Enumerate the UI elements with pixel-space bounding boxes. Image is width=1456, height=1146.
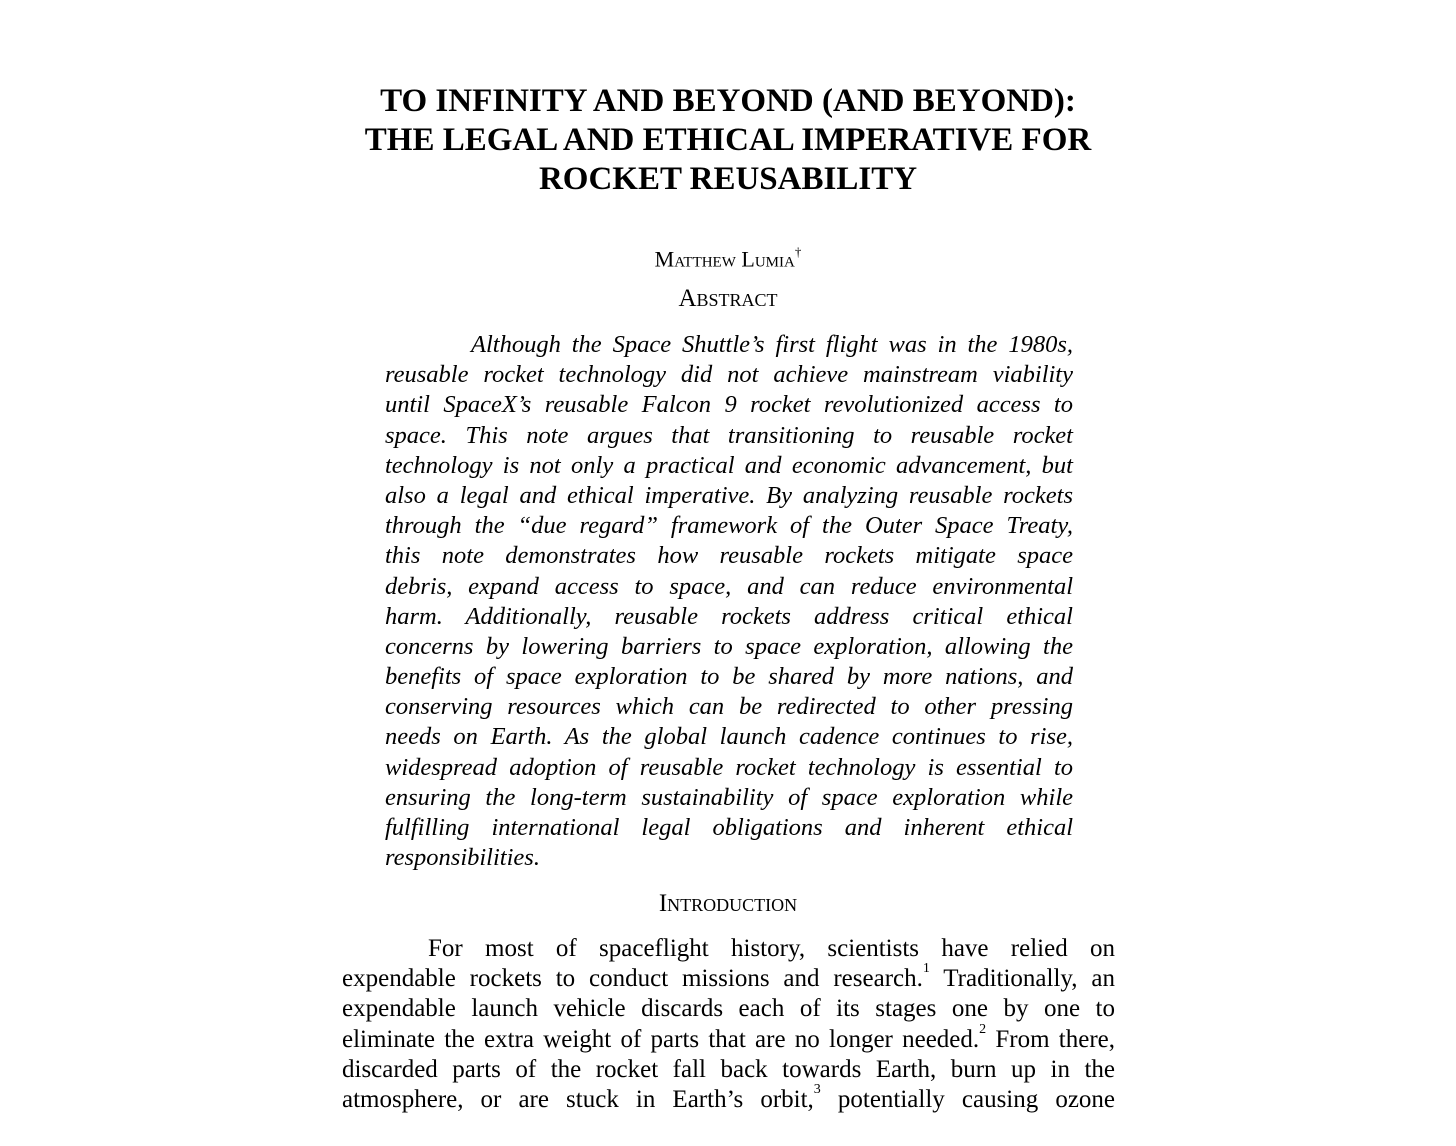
intro-line [342, 1021, 1115, 1055]
author-name: Matthew Lumia [654, 246, 795, 272]
author-footnote-mark: † [794, 244, 802, 259]
abstract-line: also a legal and ethical imperative. By analyzing reusable rockets [385, 481, 1073, 509]
abstract-line: widespread adoption of reusable rocket technology is essential to [385, 753, 1073, 781]
intro-text: potentially causing ozone [820, 1085, 1116, 1113]
abstract-line: Although the Space Shuttle’s first flight was in the 1980s, [471, 331, 1073, 358]
abstract-line: needs on Earth. As the global launch cadence continues to rise, [385, 723, 1073, 751]
introduction-body [342, 934, 1115, 1115]
intro-text: Traditionally, an [929, 965, 1115, 993]
intro-text: eliminate the extra weight of parts that are no longer needed. [342, 1025, 980, 1053]
footnote-ref-1[interactable]: 1 [922, 961, 930, 977]
author-line [300, 240, 1156, 273]
abstract-line: until SpaceX’s reusable Falcon 9 rocket revolutionized access to [385, 391, 1073, 419]
intro-line: expendable launch vehicle discards each of its stages one by one to [342, 995, 1115, 1023]
abstract-line: harm. Additionally, reusable rockets address critical ethical [385, 602, 1073, 630]
abstract-line: ensuring the long-term sustainability of space exploration while [385, 783, 1073, 811]
intro-text: expendable rockets to conduct missions and research. [342, 965, 923, 993]
abstract-line: concerns by lowering barriers to space exploration, allowing the [385, 632, 1073, 660]
paper-title [300, 82, 1156, 199]
abstract-line: fulfilling international legal obligations and inherent ethical [385, 814, 1073, 841]
intro-line [342, 961, 1115, 994]
footnote-ref-2[interactable]: 2 [979, 1021, 987, 1037]
intro-text: From there, [986, 1025, 1115, 1053]
abstract-line: conserving resources which can be redirected to other pressing [385, 693, 1073, 721]
abstract-line: through the “due regard” framework of the Outer Space Treaty, [385, 512, 1073, 540]
title-line-1: TO INFINITY AND BEYOND (AND BEYOND): [380, 83, 1076, 119]
abstract-line: responsibilities. [385, 844, 540, 872]
abstract-line: this note demonstrates how reusable rockets mitigate space [385, 542, 1073, 570]
intro-line: For most of spaceflight history, scientists have relied on [428, 935, 1115, 962]
abstract-heading: Abstract [678, 285, 778, 312]
title-line-2: THE LEGAL AND ETHICAL IMPERATIVE FOR [364, 122, 1092, 158]
abstract-line: benefits of space exploration to be shared by more nations, and [385, 663, 1073, 691]
abstract-line: space. This note argues that transitioning to reusable rocket [385, 421, 1073, 449]
abstract-line: reusable rocket technology did not achieve mainstream viability [385, 361, 1073, 389]
introduction-heading: Introduction [658, 890, 798, 917]
abstract-line: technology is not only a practical and economic advancement, but [385, 451, 1073, 479]
intro-text: atmosphere, or are stuck in Earth’s orbit, [342, 1085, 814, 1113]
intro-line: discarded parts of the rocket fall back towards Earth, burn up in the [342, 1055, 1115, 1083]
intro-line [342, 1081, 1116, 1115]
footnote-ref-3[interactable]: 3 [813, 1081, 821, 1097]
abstract-body [385, 330, 1073, 873]
abstract-line: debris, expand access to space, and can reduce environmental [385, 572, 1073, 600]
title-line-3: ROCKET REUSABILITY [538, 161, 918, 197]
